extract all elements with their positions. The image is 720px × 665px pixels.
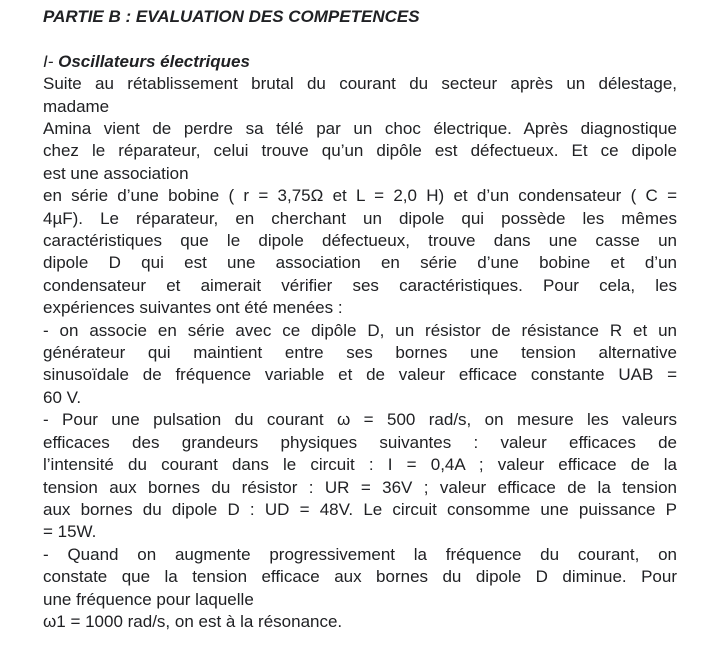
text-line: générateur qui maintient entre ses bornes une tension alternative [43, 343, 677, 363]
text-line: madame [43, 96, 110, 116]
text-line: constate que la tension efficace aux bornes du dipole D diminue. Pour [43, 567, 677, 587]
text-line: efficaces des grandeurs physiques suivantes : valeur efficaces de [43, 432, 677, 452]
text-line: chez le réparateur, celui trouve qu’un dipôle est défectueux. Et ce dipole [43, 141, 677, 161]
text-line: dipole D qui est une association en série d’une bobine et d’un [43, 253, 677, 273]
text-line: tension aux bornes du résistor : UR = 36V ; valeur efficace de la tension [43, 477, 677, 497]
section-title: Oscillateurs électriques [58, 51, 250, 71]
text-line: caractéristiques que le dipole défectueux, trouve dans une casse un [43, 231, 677, 251]
text-line: est une association [43, 163, 189, 183]
section-number: I- [43, 51, 54, 71]
section-heading [43, 51, 677, 73]
text-line: aux bornes du dipole D : UD = 48V. Le circuit consomme une puissance P [43, 499, 677, 519]
text-line: condensateur et aimerait vérifier ses caractéristiques. Pour cela, les [43, 275, 677, 295]
text-line: Amina vient de perdre sa télé par un choc électrique. Après diagnostique [43, 119, 677, 139]
part-heading: PARTIE B : EVALUATION DES COMPETENCES [43, 7, 420, 26]
text-line: 4µF). Le réparateur, en cherchant un dipole qui possède les mêmes [43, 208, 677, 228]
text-line: sinusoïdale de fréquence variable et de valeur efficace constante UAB = [43, 365, 677, 385]
text-line: - Quand on augmente progressivement la fréquence du courant, on [43, 544, 677, 564]
text-line: = 15W. [43, 522, 97, 542]
blank-line [43, 28, 677, 50]
text-line: - Pour une pulsation du courant ω = 500 rad/s, on mesure les valeurs [43, 410, 677, 430]
text-line: en série d’une bobine ( r = 3,75Ω et L = 2,0 H) et d’un condensateur ( C = [43, 186, 677, 206]
text-line: une fréquence pour laquelle [43, 589, 254, 609]
text-line: 60 V. [43, 387, 82, 407]
text-line: expériences suivantes ont été menées : [43, 298, 343, 318]
text-line: ω1 = 1000 rad/s, on est à la résonance. [43, 611, 343, 631]
text-line: l’intensité du courant dans le circuit : I = 0,4A ; valeur efficace de la [43, 455, 677, 475]
text-line: - on associe en série avec ce dipôle D, un résistor de résistance R et un [43, 320, 677, 340]
text-line: Suite au rétablissement brutal du courant du secteur après un délestage, [43, 74, 677, 94]
